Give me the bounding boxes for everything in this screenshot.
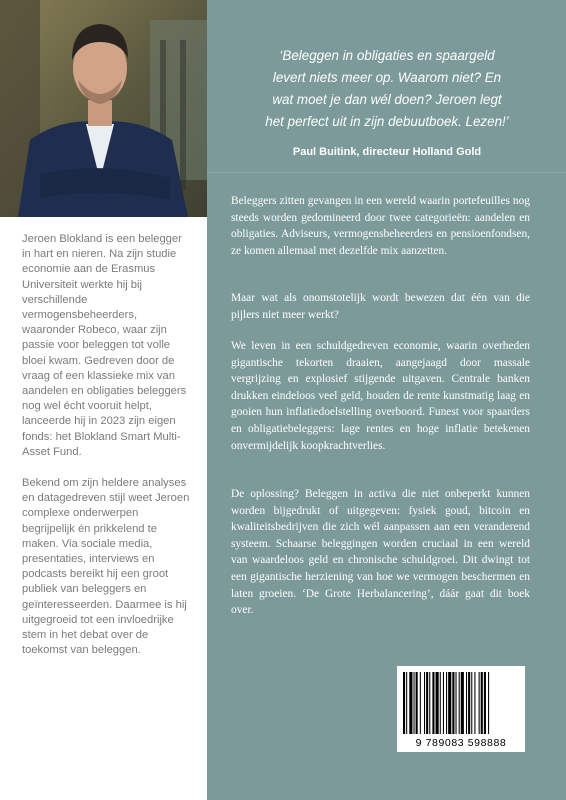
blurb-paragraph-1: Beleggers zitten gevangen in een wereld waarin portefeuilles nog steeds worden gedomineerd door twee categorieën: aandelen en obligaties. Adviseurs, vermogensbeheerders en pensioenfondsen, ze komen allemaal met dezelfde mix aanzetten. — [231, 195, 530, 257]
quote-line: levert niets meer op. Waarom niet? En — [272, 70, 502, 85]
quote-line: het perfect uit in zijn debuutboek. Lezen!’ — [265, 114, 509, 129]
quote-line: ‘Beleggen in obligaties en spaargeld — [279, 48, 495, 63]
author-photo — [0, 0, 207, 217]
isbn-barcode — [397, 666, 525, 752]
blurb-paragraph-4: De oplossing? Beleggen in activa die niet onbeperkt kunnen worden bijgedrukt of uitgegeven: fysiek goud, bitcoin en kwaliteitsbedrijven die zich wél aanpassen aan een veranderend systeem. Schaarse beleggingen worden cruciaal in een wereld van waardeloos geld en chronische schuldgroei. Dit dwingt tot een gigantische herziening van hoe we vermogen beschermen en laten groeien. ‘De Grote Herbalancering’, dáár gaat dit boek over. — [231, 488, 530, 617]
author-column — [0, 0, 207, 800]
isbn-number: 9 789083 598888 — [415, 737, 507, 749]
blurb-paragraph-2: Maar wat als onomstotelijk wordt bewezen dat één van die pijlers niet meer werkt? — [231, 292, 530, 321]
quote-attribution: Paul Buitink, directeur Holland Gold — [292, 146, 482, 158]
quote-line: wat moet je dan wél doen? Jeroen legt — [272, 92, 502, 107]
divider — [207, 172, 566, 173]
author-bio-paragraph-1: Jeroen Blokland is een belegger in hart en nieren. Na zijn studie economie aan de Erasmus Universiteit werkte hij bij verschillende vermogensbeheerders, waaronder Robeco, waar zijn passie voor beleggen tot volle bloei kwam. Gedreven door de vraag of een klassieke mix van aandelen en obligaties beleggers nog wel écht vooruit helpt, lanceerde hij in 2023 zijn eigen fonds: het Blokland Smart Multi-Asset Fund. — [22, 233, 187, 458]
author-bio-paragraph-2: Bekend om zijn heldere analyses en datagedreven stijl weet Jeroen complexe onderwerpen begrijpelijk én prikkelend te maken. Via sociale media, presentaties, interviews en podcasts bereikt hij een groot publiek van beleggers en geïnteresseerden. Daarmee is hij uitgegroeid tot een invloedrijke stem in het debat over de toekomst van beleggen. — [22, 477, 190, 657]
blurb-paragraph-3: We leven in een schuldgedreven economie, waarin overheden gigantische tekorten draaien, aangejaagd door massale vergrijzing en explosief stijgende uitgaven. Centrale banken drukken eindeloos veel geld, houden de rente kunstmatig laag en gooien hun inflatiedoelstelling overboord. Funest voor spaarders en obligatiebeleggers: lage rentes en hoge inflatie betekenen onvermijdelijk koopkrachtverlies. — [231, 340, 530, 452]
author-portrait-image — [0, 0, 207, 217]
barcode-bars — [403, 672, 519, 734]
endorsement-quote — [222, 45, 552, 133]
